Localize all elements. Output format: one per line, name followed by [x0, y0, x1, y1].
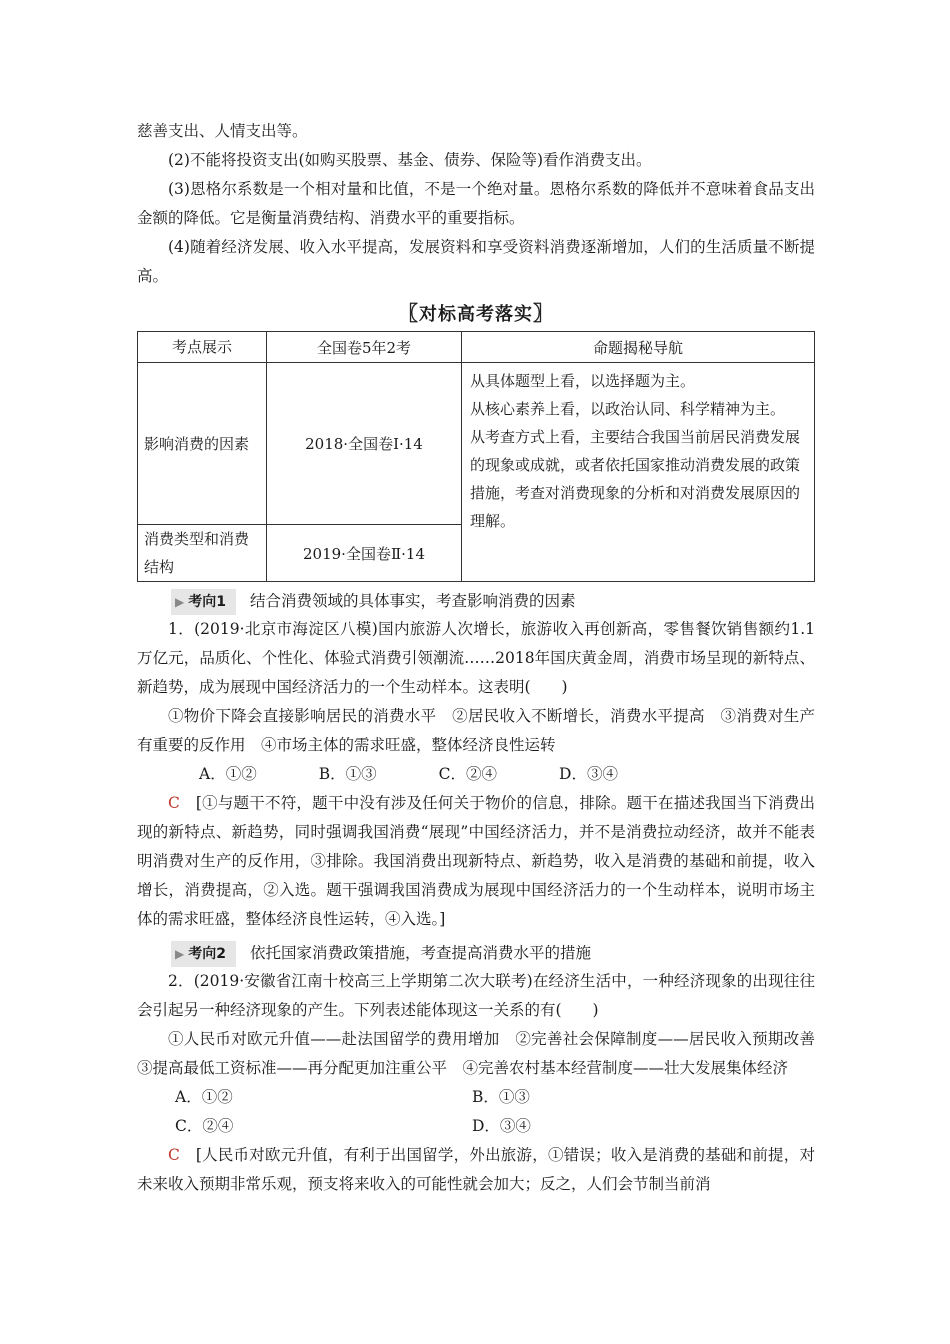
- topic-cell: 影响消费的因素: [138, 363, 267, 525]
- question-1-items: ①物价下降会直接影响居民的消费水平 ②居民收入不断增长，消费水平提高 ③消费对生产有重要的反作用 ④市场主体的需求旺盛，整体经济良性运转: [137, 707, 815, 754]
- exam-cell: 2018·全国卷Ⅰ·14: [267, 363, 462, 525]
- question-1-options: [137, 760, 815, 789]
- section-heading: [137, 299, 815, 327]
- option-d: D．③④: [559, 765, 618, 783]
- orientation-text: 结合消费领域的具体事实，考查影响消费的因素: [249, 592, 576, 610]
- guide-line: 从核心素养上看，以政治认同、科学精神为主。: [470, 400, 786, 418]
- option-c: C．②④: [175, 1117, 234, 1135]
- orientation-2: [137, 940, 815, 967]
- triangle-icon: ▶: [175, 947, 185, 961]
- option-d: D．③④: [472, 1117, 531, 1135]
- guide-text: [470, 367, 806, 535]
- guide-cell: [462, 363, 815, 582]
- orientation-tag: ▶ 考向1: [171, 589, 236, 615]
- option-a: A．①②: [199, 765, 257, 783]
- intro-line: 慈善支出、人情支出等。: [137, 122, 308, 140]
- option-c: C．②④: [438, 765, 497, 783]
- exam-table: [137, 331, 815, 582]
- question-1-explanation: C [①与题干不符，题干中没有涉及任何关于物价的信息，排除。题干在描述我国当下消费出现的新特点、新趋势，同时强调我国消费“展现”中国经济活力，并不是消费拉动经济，故并不能表明消费对生产的反作用，③排除。我国消费出现新特点、新趋势，收入是消费的基础和前提，收入增长，消费提高，②入选。题干强调我国消费成为展现中国经济活力的一个生动样本，说明市场主体的需求旺盛，整体经济良性运转，④入选。]: [137, 794, 815, 928]
- answer-letter: C: [168, 794, 180, 812]
- question-2-explanation: C [人民币对欧元升值，有利于出国留学，外出旅游，①错误；收入是消费的基础和前提，对未来收入预期非常乐观，预支将来收入的可能性就会加大；反之，人们会节制当前消: [137, 1146, 815, 1193]
- guide-line: 从考查方式上看，主要结合我国当前居民消费发展的现象或成就，或者依托国家推动消费发展的政策措施，考查对消费现象的分析和对消费发展原因的理解。: [470, 428, 801, 530]
- section-title: 对标高考落实: [419, 304, 533, 325]
- option-b: B．①③: [472, 1088, 530, 1106]
- question-2-items: ①人民币对欧元升值——赴法国留学的费用增加 ②完善社会保障制度——居民收入预期改善 ③提高最低工资标准——再分配更加注重公平 ④完善农村基本经营制度——壮大发展集体经济: [137, 1030, 831, 1077]
- triangle-icon: ▶: [175, 595, 185, 609]
- topic-cell: 消费类型和消费结构: [138, 525, 267, 582]
- option-b: B．①③: [318, 765, 377, 783]
- intro-point-2: (2)不能将投资支出(如购买股票、基金、债券、保险等)看作消费支出。: [168, 151, 652, 169]
- table-header: 命题揭秘导航: [462, 332, 815, 363]
- question-2-stem: 2．(2019·安徽省江南十校高三上学期第二次大联考)在经济生活中，一种经济现象的出现往往会引起另一种经济现象的产生。下列表述能体现这一关系的有( ): [137, 972, 815, 1019]
- answer-letter: C: [168, 1146, 180, 1164]
- table-header: 考点展示: [138, 332, 267, 363]
- question-2-options-row-2: [137, 1112, 815, 1141]
- bracket-left: 〖: [398, 301, 419, 325]
- table-header-row: [138, 332, 815, 363]
- intro-point-4: (4)随着经济发展、收入水平提高，发展资料和享受资料消费逐渐增加，人们的生活质量不断提高。: [137, 238, 815, 285]
- table-header: 全国卷5年2考: [267, 332, 462, 363]
- exam-cell: 2019·全国卷Ⅱ·14: [267, 525, 462, 582]
- question-2-options-row-1: [137, 1083, 815, 1112]
- table-row: [138, 363, 815, 525]
- document-page: [137, 117, 831, 1199]
- option-a: A．①②: [175, 1088, 233, 1106]
- orientation-1: [137, 588, 815, 615]
- orientation-text: 依托国家消费政策措施，考查提高消费水平的措施: [249, 944, 591, 962]
- intro-point-3: (3)恩格尔系数是一个相对量和比值，不是一个绝对量。恩格尔系数的降低并不意味着食品支出金额的降低。它是衡量消费结构、消费水平的重要指标。: [137, 180, 815, 227]
- guide-line: 从具体题型上看，以选择题为主。: [470, 372, 696, 390]
- bracket-right: 〗: [533, 301, 554, 325]
- question-1-stem: 1．(2019·北京市海淀区八模)国内旅游人次增长，旅游收入再创新高，零售餐饮销售额约1.1万亿元，品质化、个性化、体验式消费引领潮流……2018年国庆黄金周，消费市场呈现的新特点、新趋势，成为展现中国经济活力的一个生动样本。这表明( ): [137, 620, 815, 696]
- orientation-tag: ▶ 考向2: [171, 941, 236, 967]
